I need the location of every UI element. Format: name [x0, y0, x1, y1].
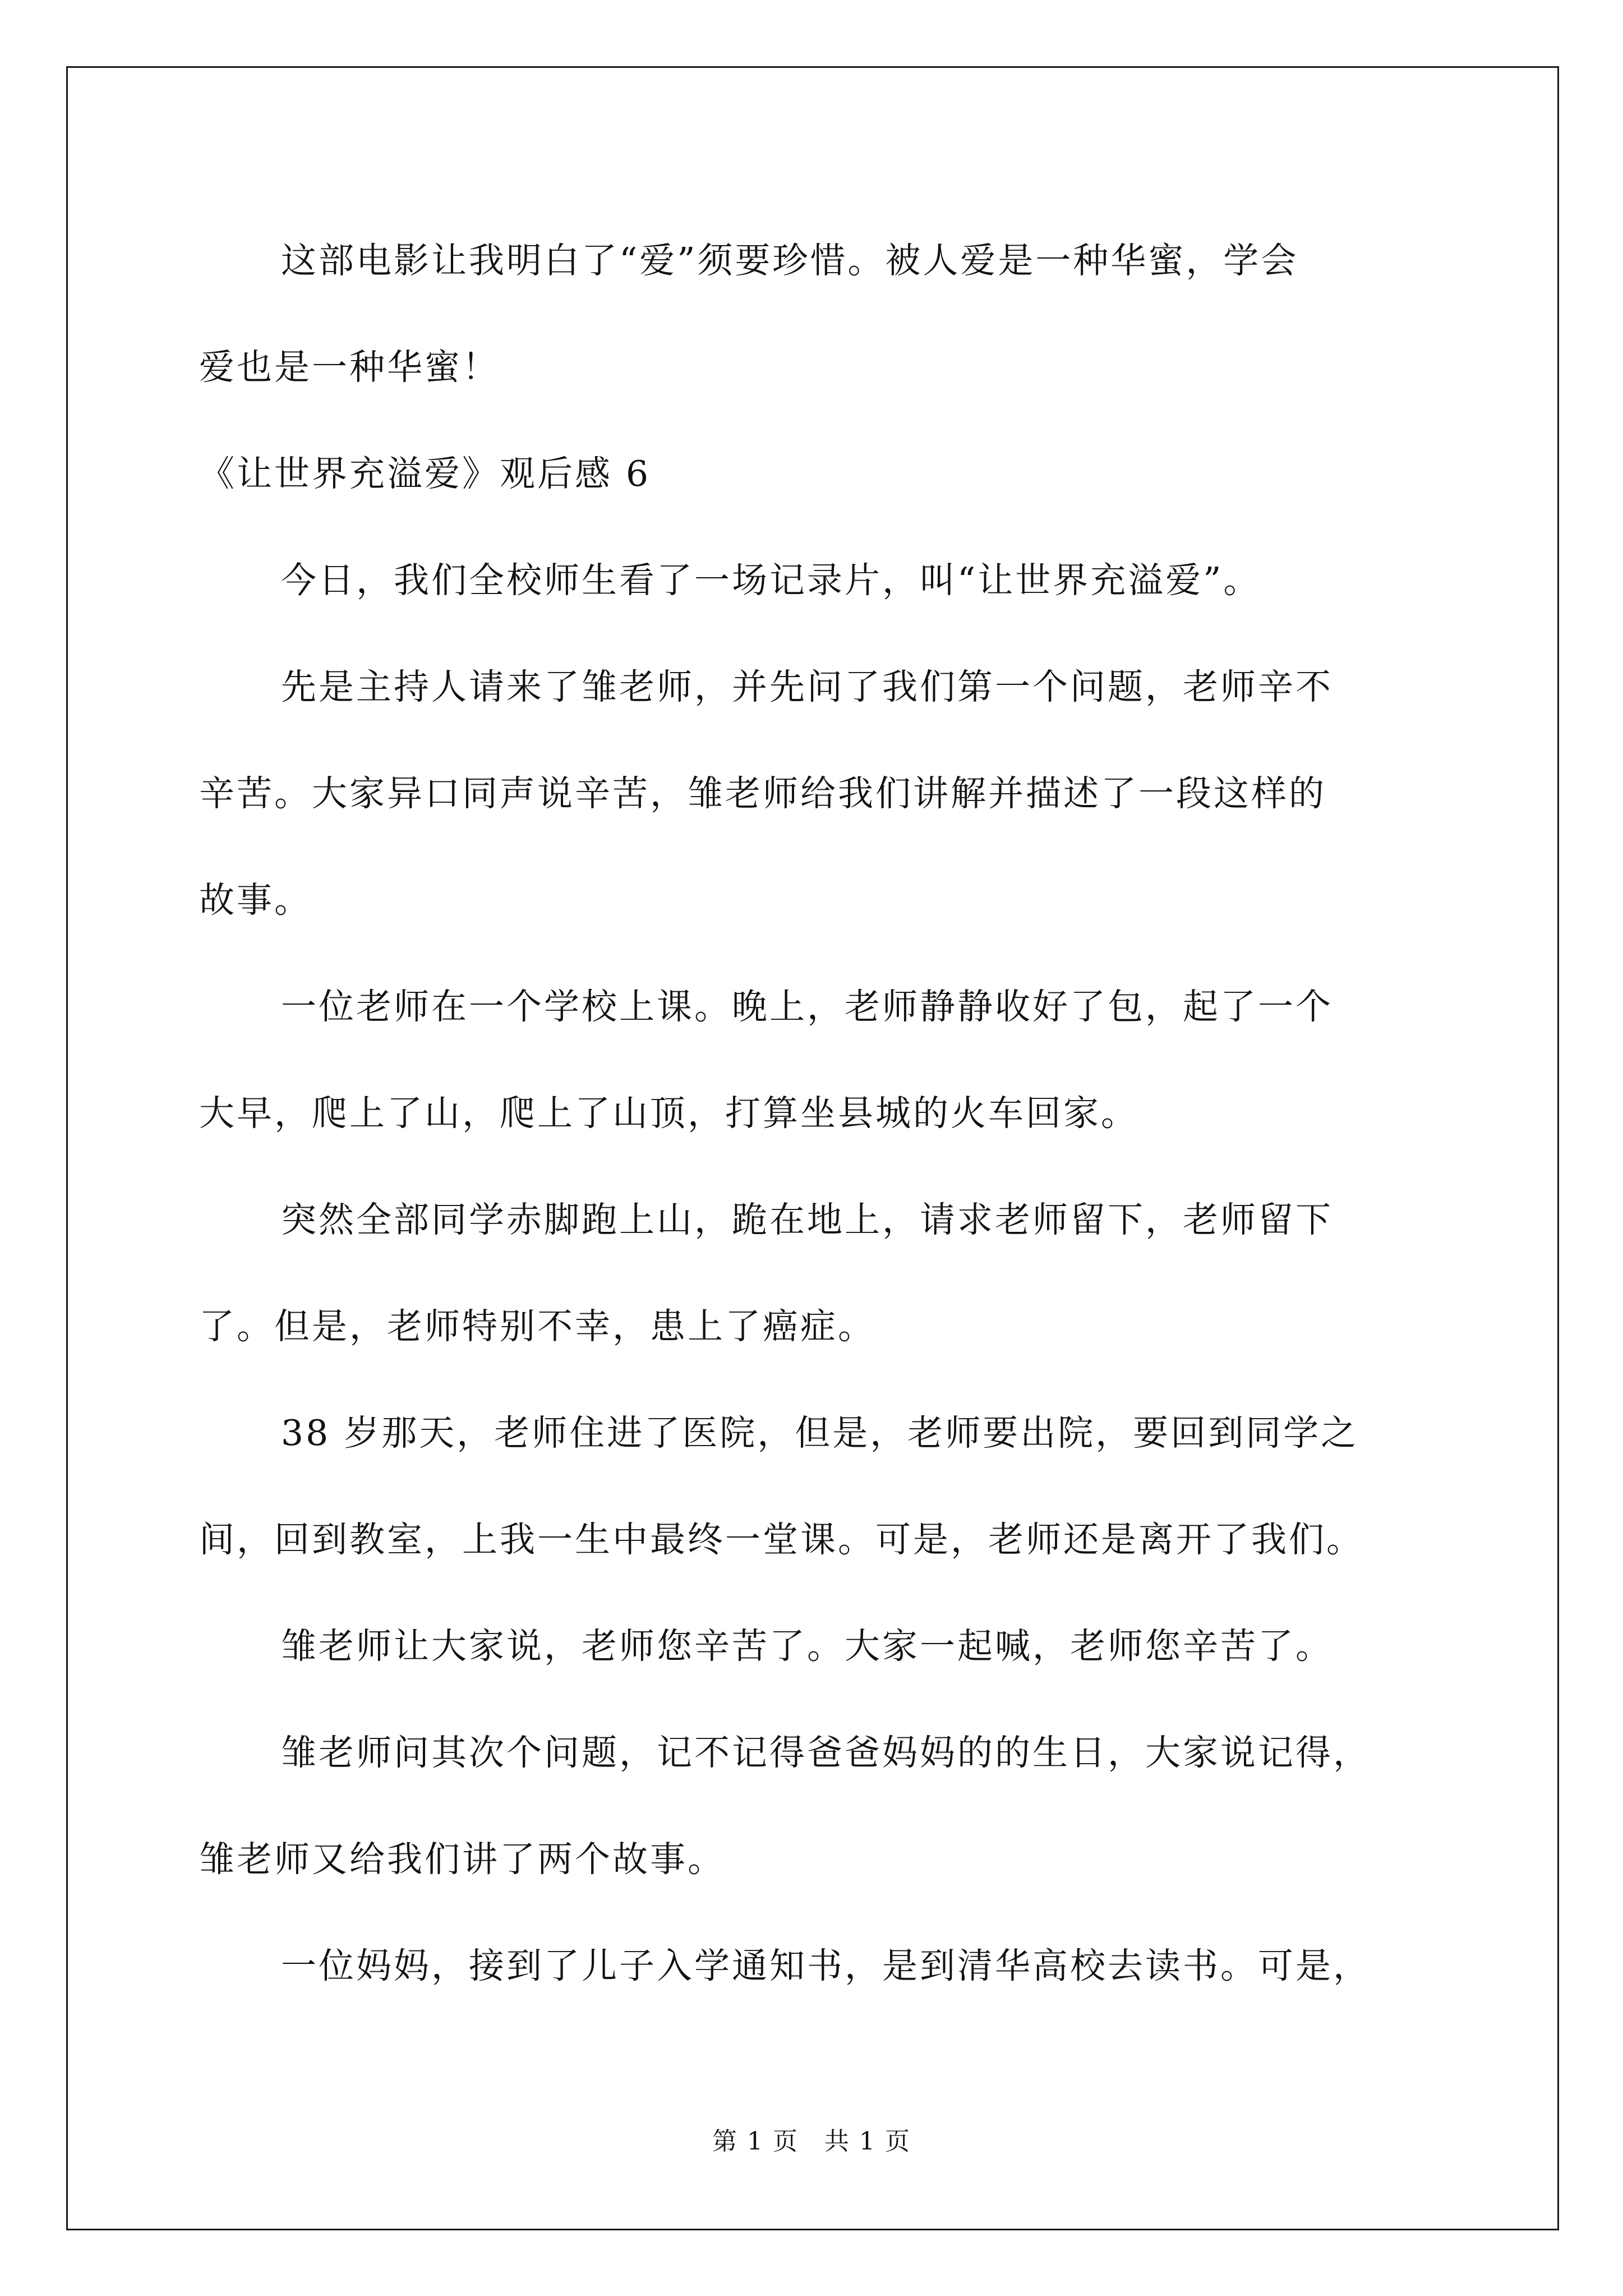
paragraph: [199, 208, 1433, 421]
paragraph: [199, 527, 1433, 634]
text-line: 雏老师让大家说，老师您辛苦了。大家一起喊，老师您辛苦了。: [281, 1626, 1333, 1667]
paragraph: [199, 1380, 1433, 1593]
text-line: 了。但是，老师特别不幸，患上了癌症。: [199, 1306, 875, 1347]
text-line: 先是主持人请来了雏老师，并先问了我们第一个问题，老师辛不: [281, 666, 1333, 707]
text-line: 爱也是一种华蜜！: [199, 347, 500, 388]
text-line: 今日，我们全校师生看了一场记录片，叫“让世界充溢爱”。: [281, 560, 1261, 601]
paragraph: [199, 1700, 1433, 1913]
text-line: 一位老师在一个学校上课。晚上，老师静静收好了包，起了一个: [281, 986, 1333, 1027]
paragraph: [199, 1593, 1433, 1700]
paragraph: [199, 1167, 1433, 1380]
text-line: 38 岁那天，老师住进了医院，但是，老师要出院，要回到同学之: [281, 1412, 1359, 1453]
paragraph: [199, 954, 1433, 1167]
text-line: 故事。: [199, 880, 312, 921]
document-body: [199, 208, 1433, 2019]
text-line: 辛苦。大家异口同声说辛苦，雏老师给我们讲解并描述了一段这样的: [199, 773, 1326, 814]
text-line: 雏老师又给我们讲了两个故事。: [199, 1839, 725, 1880]
paragraph: [199, 634, 1433, 954]
section-heading: [199, 421, 1433, 527]
text-line: 突然全部同学赤脚跑上山，跪在地上，请求老师留下，老师留下: [281, 1199, 1333, 1240]
heading-text: 《让世界充溢爱》观后感 6: [199, 453, 651, 494]
text-line: 一位妈妈，接到了儿子入学通知书，是到清华高校去读书。可是，: [281, 1945, 1371, 1986]
paragraph: [199, 1913, 1433, 2019]
text-line: 大早，爬上了山，爬上了山顶，打算坐县城的火车回家。: [199, 1093, 1138, 1134]
text-line: 间，回到教室，上我一生中最终一堂课。可是，老师还是离开了我们。: [199, 1519, 1364, 1560]
text-line: 雏老师问其次个问题，记不记得爸爸妈妈的的生日，大家说记得，: [281, 1732, 1371, 1773]
page-footer: 第 1 页 共 1 页: [712, 2127, 911, 2156]
text-line: 这部电影让我明白了“爱”须要珍惜。被人爱是一种华蜜，学会: [281, 240, 1299, 281]
